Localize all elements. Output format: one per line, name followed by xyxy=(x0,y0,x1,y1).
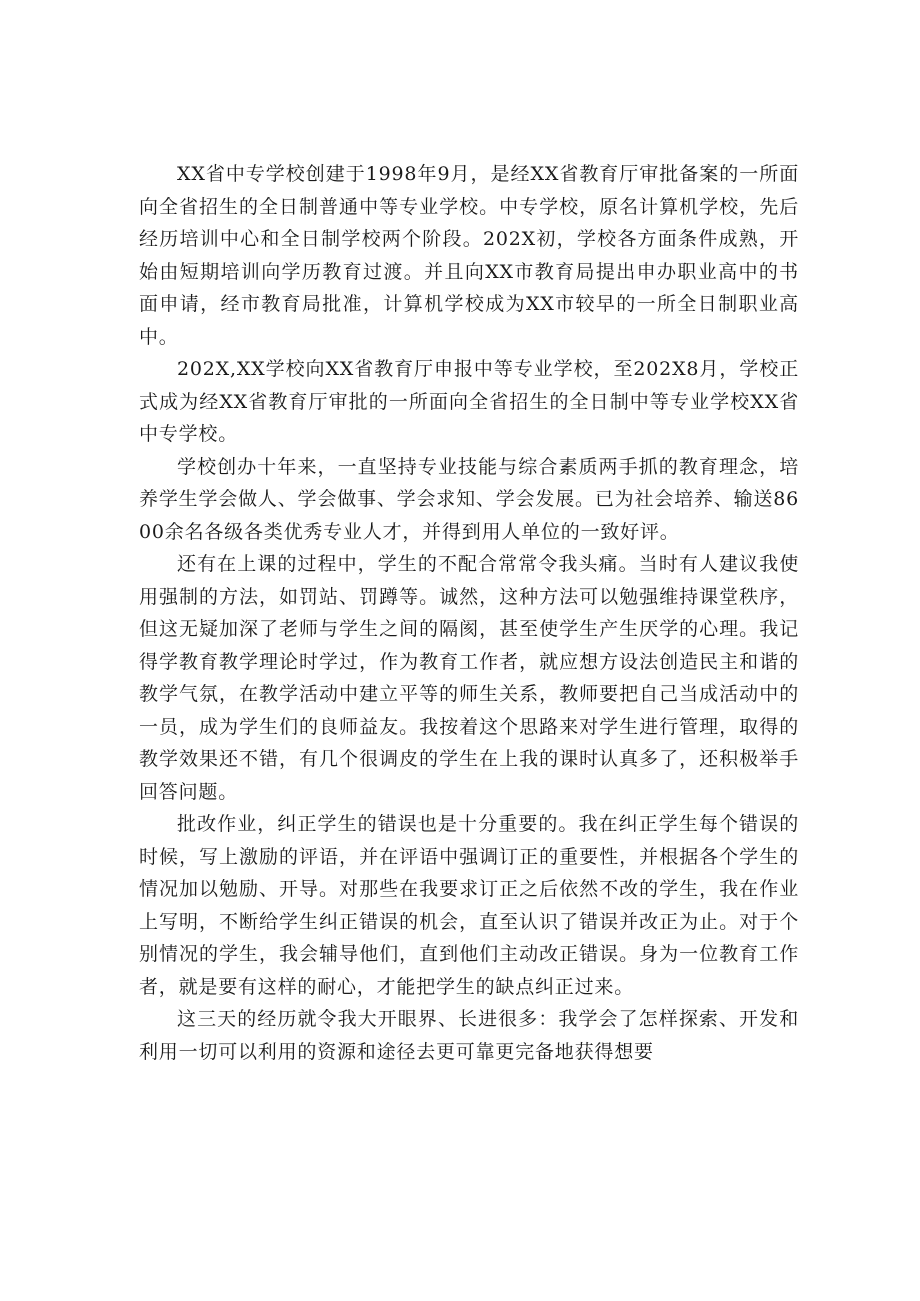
paragraph-classroom-management: 还有在上课的过程中，学生的不配合常常令我头痛。当时有人建议我使用强制的方法，如罚站、罚蹲等。诚然，这种方法可以勉强维持课堂秩序，但这无疑加深了老师与学生之间的隔阂，甚至使学生产生厌学的心理。我记得学教育教学理论时学过，作为教育工作者，就应想方设法创造民主和谐的教学气氛，在教学活动中建立平等的师生关系，教师要把自己当成活动中的一员，成为学生们的良师益友。我按着这个思路来对学生进行管理，取得的教学效果还不错，有几个很调皮的学生在上我的课时认真多了，还积极举手回答问题。 xyxy=(139,553,799,803)
paragraph-homework-correction: 批改作业，纠正学生的错误也是十分重要的。我在纠正学生每个错误的时候，写上激励的评语，并在评语中强调订正的重要性，并根据各个学生的情况加以勉励、开导。对那些在我要求订正之后依然不改的学生，我在作业上写明，不断给学生纠正错误的机会，直至认识了错误并改正为止。对于个别情况的学生，我会辅导他们，直到他们主动改正错误。身为一位教育工作者，就是要有这样的耐心，才能把学生的缺点纠正过来。 xyxy=(139,813,799,998)
paragraph-school-accreditation: 202X,XX学校向XX省教育厅申报中等专业学校，至202X8月，学校正式成为经XX省教育厅审批的一所面向全省招生的全日制中等专业学校XX省中专学校。 xyxy=(139,358,799,445)
document-body xyxy=(139,158,799,1068)
paragraph-school-history: XX省中专学校创建于1998年9月，是经XX省教育厅审批备案的一所面向全省招生的全日制普通中等专业学校。中专学校，原名计算机学校，先后经历培训中心和全日制学校两个阶段。202X初，学校各方面条件成熟，开始由短期培训向学历教育过渡。并且向XX市教育局提出申办职业高中的书面申请，经市教育局批准，计算机学校成为XX市较早的一所全日制职业高中。 xyxy=(139,163,799,348)
paragraph-school-achievements: 学校创办十年来，一直坚持专业技能与综合素质两手抓的教育理念，培养学生学会做人、学会做事、学会求知、学会发展。已为社会培养、输送8600余名各级各类优秀专业人才，并得到用人单位的一致好评。 xyxy=(139,455,799,543)
paragraph-experience-summary: 这三天的经历就令我大开眼界、长进很多：我学会了怎样探索、开发和利用一切可以利用的资源和途径去更可靠更完备地获得想要 xyxy=(139,1008,799,1063)
